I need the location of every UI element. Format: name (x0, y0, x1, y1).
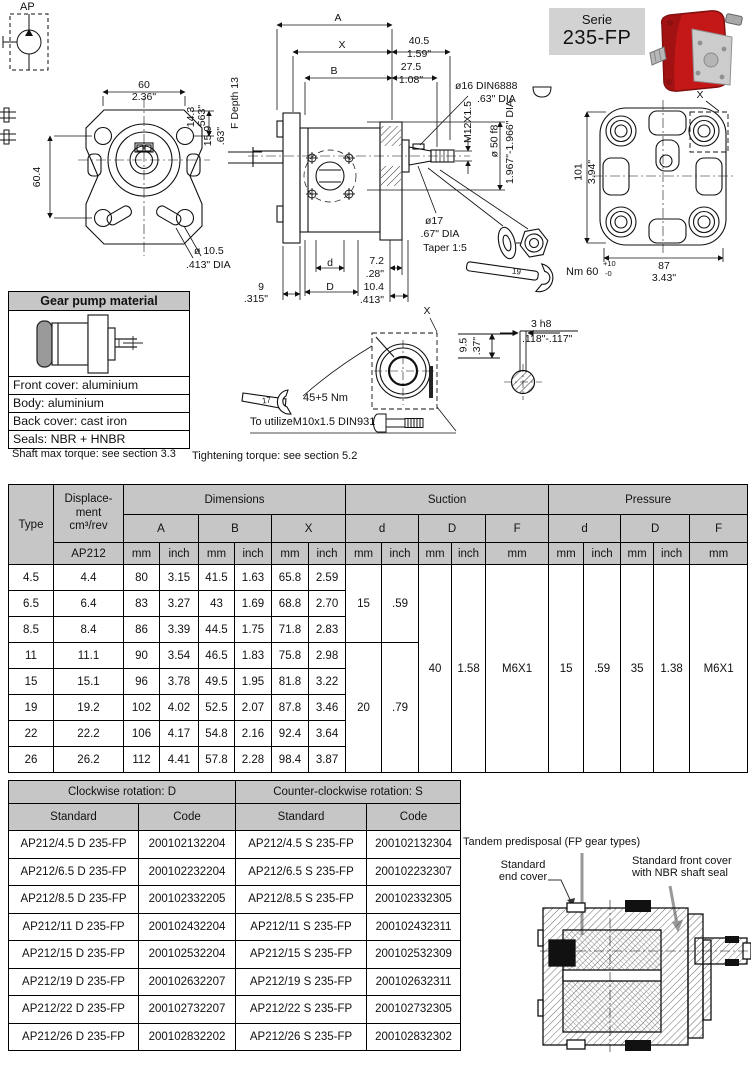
header-ccw-standard: Standard (236, 804, 367, 831)
dim-b-mm: 46.5 (199, 643, 235, 669)
ordering-table (8, 780, 461, 1051)
sv-thread: M12X1.5 (461, 101, 474, 144)
order-ccw-standard: AP212/15 S 235-FP (236, 941, 367, 969)
sv-torque-tol-up: +10 (603, 259, 616, 268)
order-cw-standard: AP212/26 D 235-FP (9, 1023, 139, 1051)
pressure-D-inch: 1.38 (654, 565, 690, 773)
suction-d-mm: 20 (346, 643, 382, 773)
dim-x-inch: 3.87 (309, 747, 346, 773)
washer-icon (495, 226, 518, 261)
order-table-row (9, 1023, 461, 1051)
unit-mm: mm (346, 543, 382, 565)
dimensions-table-header (9, 485, 748, 565)
dim-a-mm: 83 (124, 591, 160, 617)
fv-width-mm: 60 (138, 79, 150, 91)
suction-D-inch: 1.58 (452, 565, 486, 773)
dim-displacement: 19.2 (54, 695, 124, 721)
rv-x-ref: X (696, 89, 704, 101)
order-cw-standard: AP212/22 D 235-FP (9, 996, 139, 1024)
group-pressure: Pressure (549, 485, 748, 515)
order-ccw-standard: AP212/11 S 235-FP (236, 913, 367, 941)
dim-b-mm: 49.5 (199, 669, 235, 695)
dim-displacement: 8.4 (54, 617, 124, 643)
order-ccw-standard: AP212/19 S 235-FP (236, 968, 367, 996)
order-table-row (9, 941, 461, 969)
material-box (8, 291, 190, 449)
order-table-row (9, 886, 461, 914)
unit-mm: mm (199, 543, 235, 565)
dim-a-inch: 3.39 (160, 617, 199, 643)
order-cw-code: 200102332205 (139, 886, 236, 914)
sv-dim-A: A (334, 12, 342, 24)
wrench-19-icon (465, 254, 555, 294)
rear-view-drawing (587, 100, 734, 262)
order-ccw-standard: AP212/26 S 235-FP (236, 1023, 367, 1051)
shaft-torque-note: Shaft max torque: see section 3.3 (12, 448, 176, 460)
order-cw-standard: AP212/4.5 D 235-FP (9, 831, 139, 859)
sv-pilot: ø 50 f8 (488, 124, 501, 158)
pump-side-icon (35, 313, 165, 375)
unit-inch: inch (654, 543, 690, 565)
order-cw-standard: AP212/8.5 D 235-FP (9, 886, 139, 914)
order-cw-code: 200102632207 (139, 968, 236, 996)
order-cw-code: 200102232204 (139, 858, 236, 886)
material-row-body: Body: aluminium (9, 394, 189, 412)
dim-displacement: 11.1 (54, 643, 124, 669)
order-table-row (9, 858, 461, 886)
ordering-table-header (9, 781, 461, 831)
col-A: A (124, 515, 199, 543)
unit-mm: mm (621, 543, 654, 565)
dim-displacement: 4.4 (54, 565, 124, 591)
fv-hole-inch: .413" DIA (186, 259, 231, 271)
fv-offset-mm: 14.3 (185, 106, 198, 128)
order-ccw-standard: AP212/22 S 235-FP (236, 996, 367, 1024)
order-cw-standard: AP212/15 D 235-FP (9, 941, 139, 969)
dim-a-mm: 80 (124, 565, 160, 591)
dim-b-mm: 44.5 (199, 617, 235, 643)
kd-depth-inch: .37" (471, 336, 484, 356)
sv-x-ref: X (423, 305, 431, 317)
order-cw-standard: AP212/6.5 D 235-FP (9, 858, 139, 886)
dim-type: 15 (9, 669, 54, 695)
sv-s1-mm: 7.2 (369, 255, 384, 267)
order-ccw-standard: AP212/8.5 S 235-FP (236, 886, 367, 914)
suction-F: M6X1 (486, 565, 549, 773)
sv-dim-D: D (326, 281, 334, 293)
dim-x-inch: 2.70 (309, 591, 346, 617)
dim-a-mm: 112 (124, 747, 160, 773)
tandem-title: Tandem predisposal (FP gear types) (463, 836, 641, 848)
dim-table-row (9, 565, 748, 591)
fv-offset-inch: .563" (196, 104, 209, 130)
dim-x-mm: 98.4 (272, 747, 309, 773)
dim-a-mm: 90 (124, 643, 160, 669)
sv-taper-dia-inch: .67" DIA (420, 228, 460, 240)
dimensions-table (8, 484, 748, 773)
sv-dim-d: d (327, 257, 333, 269)
pressure-d-inch: .59 (584, 565, 621, 773)
fv-hole-mm: ø 10.5 (194, 245, 224, 257)
header-counter-clockwise: Counter-clockwise rotation: S (236, 781, 461, 804)
order-ccw-code: 200102232307 (367, 858, 461, 886)
ordering-table-body (9, 831, 461, 1051)
sv-torque: Nm 60 (566, 266, 599, 278)
order-ccw-code: 200102532309 (367, 941, 461, 969)
order-ccw-code: 200102332305 (367, 886, 461, 914)
dim-x-inch: 2.83 (309, 617, 346, 643)
col-X: X (272, 515, 346, 543)
sv-f-depth: F Depth 13 (228, 77, 241, 130)
tandem-cross-section-drawing (455, 850, 751, 1065)
material-row-seals: Seals: NBR + HNBR (9, 430, 189, 448)
woodruff-key-icon (533, 87, 551, 97)
dim-type: 11 (9, 643, 54, 669)
dim-displacement: 22.2 (54, 721, 124, 747)
order-cw-code: 200102832202 (139, 1023, 236, 1051)
dim-a-inch: 4.41 (160, 747, 199, 773)
sv-len1-inch: 1.59" (406, 48, 432, 60)
dim-a-inch: 3.54 (160, 643, 199, 669)
dim-x-mm: 92.4 (272, 721, 309, 747)
sv-dim-X: X (338, 39, 346, 51)
sv-s2-mm: 10.4 (363, 281, 384, 293)
series-model: 235-FP (562, 27, 632, 49)
col-ap212: AP212 (54, 543, 124, 565)
group-dimensions: Dimensions (124, 485, 346, 515)
dim-a-mm: 102 (124, 695, 160, 721)
order-cw-code: 200102432204 (139, 913, 236, 941)
dim-a-inch: 4.17 (160, 721, 199, 747)
header-cw-standard: Standard (9, 804, 139, 831)
col-displacement (54, 485, 124, 543)
sv-h1-mm: 15.9 (202, 125, 215, 147)
xd-bolt-note: To utilizeM10x1.5 DIN931 (250, 416, 376, 428)
order-cw-standard: AP212/11 D 235-FP (9, 913, 139, 941)
tandem-end-cover-l1: Standard (500, 859, 546, 871)
sv-taper-ratio: Taper 1:5 (423, 242, 467, 254)
material-pump-icon-area (9, 311, 189, 376)
fv-height-mm: 60.4 (31, 166, 44, 188)
dim-b-inch: 1.83 (235, 643, 272, 669)
order-cw-standard: AP212/19 D 235-FP (9, 968, 139, 996)
pressure-F: M6X1 (690, 565, 748, 773)
tandem-front-cover-l2: with NBR shaft seal (632, 867, 728, 879)
unit-inch: inch (452, 543, 486, 565)
order-ccw-standard: AP212/4.5 S 235-FP (236, 831, 367, 859)
sv-len2-inch: 1.08" (398, 74, 424, 86)
dim-type: 22 (9, 721, 54, 747)
dim-b-mm: 41.5 (199, 565, 235, 591)
dim-x-inch: 2.59 (309, 565, 346, 591)
dim-b-inch: 2.28 (235, 747, 272, 773)
group-suction: Suction (346, 485, 549, 515)
col-suction-D: D (419, 515, 486, 543)
col-suction-F: F (486, 515, 549, 543)
order-ccw-code: 200102132304 (367, 831, 461, 859)
order-cw-code: 200102132204 (139, 831, 236, 859)
dim-displacement: 26.2 (54, 747, 124, 773)
dim-b-inch: 1.63 (235, 565, 272, 591)
suction-d-inch: .59 (382, 565, 419, 643)
unit-inch: inch (235, 543, 272, 565)
order-ccw-code: 200102832302 (367, 1023, 461, 1051)
tandem-front-cover-l1: Standard front cover (632, 855, 732, 867)
header-cw-code: Code (139, 804, 236, 831)
fv-width-inch: 2.36" (131, 91, 157, 103)
dim-b-inch: 2.07 (235, 695, 272, 721)
order-table-row (9, 996, 461, 1024)
sv-pilot-inch: 1.967"-1.966" DIA (503, 100, 516, 184)
unit-mm: mm (486, 543, 549, 565)
suction-d-inch: .79 (382, 643, 419, 773)
rv-width-mm: 87 (658, 260, 670, 272)
dim-x-mm: 87.8 (272, 695, 309, 721)
dim-a-inch: 3.15 (160, 565, 199, 591)
material-row-front-cover: Front cover: aluminium (9, 376, 189, 394)
order-cw-code: 200102532204 (139, 941, 236, 969)
sv-torque-tol-dn: -0 (605, 269, 612, 278)
tandem-end-cover-l2: end cover (498, 871, 548, 883)
dim-type: 6.5 (9, 591, 54, 617)
series-badge (549, 8, 645, 55)
pressure-d-mm: 15 (549, 565, 584, 773)
dim-a-mm: 86 (124, 617, 160, 643)
order-ccw-code: 200102432311 (367, 913, 461, 941)
margin-stud-icons (0, 108, 16, 144)
header-ccw-code: Code (367, 804, 461, 831)
kd-depth-mm: 9.5 (457, 337, 470, 353)
ap-symbol-label: AP (20, 1, 35, 13)
order-ccw-code: 200102732305 (367, 996, 461, 1024)
col-B: B (199, 515, 272, 543)
sv-key-spec: ø16 DIN6888 (455, 80, 518, 92)
sv-s3-mm: 9 (258, 281, 264, 293)
dim-x-mm: 81.8 (272, 669, 309, 695)
material-row-back-cover: Back cover: cast iron (9, 412, 189, 430)
tightening-torque-note: Tightening torque: see section 5.2 (192, 450, 358, 462)
unit-mm: mm (272, 543, 309, 565)
order-cw-code: 200102732207 (139, 996, 236, 1024)
rv-width-inch: 3.43" (651, 272, 677, 284)
sv-s3-inch: .315" (243, 293, 268, 305)
dim-type: 8.5 (9, 617, 54, 643)
dim-x-inch: 2.98 (309, 643, 346, 669)
header-clockwise: Clockwise rotation: D (9, 781, 236, 804)
rv-height-mm: 101 (572, 163, 585, 181)
sv-s1-inch: .28" (365, 268, 384, 280)
unit-mm: mm (549, 543, 584, 565)
dimensions-table-body (9, 565, 748, 773)
sv-s2-inch: .413" (359, 294, 384, 306)
dim-x-inch: 3.22 (309, 669, 346, 695)
col-displacement-l1: Displace- (64, 492, 113, 505)
dim-x-inch: 3.64 (309, 721, 346, 747)
dim-b-inch: 1.95 (235, 669, 272, 695)
unit-mm: mm (124, 543, 160, 565)
pressure-D-mm: 35 (621, 565, 654, 773)
dim-b-mm: 43 (199, 591, 235, 617)
col-suction-d: d (346, 515, 419, 543)
dim-x-inch: 3.46 (309, 695, 346, 721)
col-displacement-l2: ment (75, 506, 102, 519)
sv-len1-mm: 40.5 (408, 35, 430, 47)
ap-pump-symbol (3, 14, 48, 70)
dim-displacement: 6.4 (54, 591, 124, 617)
wrench-19-size: 19 (511, 266, 522, 277)
sv-key-inch: .63" DIA (477, 93, 516, 105)
dim-type: 19 (9, 695, 54, 721)
kd-key-inch: .118"-.117" (522, 333, 573, 345)
unit-inch: inch (160, 543, 199, 565)
dim-b-mm: 54.8 (199, 721, 235, 747)
dim-x-mm: 75.8 (272, 643, 309, 669)
dim-b-inch: 1.69 (235, 591, 272, 617)
dim-b-inch: 2.16 (235, 721, 272, 747)
kd-key-mm: 3 h8 (531, 318, 552, 330)
suction-D-mm: 40 (419, 565, 452, 773)
col-pressure-d: d (549, 515, 621, 543)
wrench-17-size: 17 (261, 395, 272, 406)
series-label: Serie (581, 12, 613, 27)
unit-inch: inch (309, 543, 346, 565)
nut-icon (518, 228, 550, 258)
unit-inch: inch (382, 543, 419, 565)
col-pressure-D: D (621, 515, 690, 543)
dim-b-mm: 57.8 (199, 747, 235, 773)
dim-a-inch: 4.02 (160, 695, 199, 721)
sv-dim-B: B (330, 65, 338, 77)
order-table-row (9, 968, 461, 996)
rv-height-inch: 3.94" (586, 159, 599, 185)
dim-b-inch: 1.75 (235, 617, 272, 643)
order-table-row (9, 913, 461, 941)
dim-a-inch: 3.27 (160, 591, 199, 617)
sv-h1-inch: .63" (215, 126, 228, 146)
dim-a-mm: 96 (124, 669, 160, 695)
material-box-title: Gear pump material (9, 292, 189, 311)
dim-displacement: 15.1 (54, 669, 124, 695)
dim-x-mm: 68.8 (272, 591, 309, 617)
dim-type: 26 (9, 747, 54, 773)
col-pressure-F: F (690, 515, 748, 543)
order-ccw-code: 200102632311 (367, 968, 461, 996)
dim-x-mm: 65.8 (272, 565, 309, 591)
dim-type: 4.5 (9, 565, 54, 591)
sv-taper-dia: ø17 (424, 215, 444, 227)
sv-len2-mm: 27.5 (400, 61, 422, 73)
order-table-row (9, 831, 461, 859)
order-ccw-standard: AP212/6.5 S 235-FP (236, 858, 367, 886)
bolt-icon (374, 414, 424, 432)
suction-d-mm: 15 (346, 565, 382, 643)
xd-torque: 45+5 Nm (303, 392, 348, 404)
dim-a-mm: 106 (124, 721, 160, 747)
col-type: Type (9, 485, 54, 565)
unit-mm: mm (690, 543, 748, 565)
pump-photo (648, 3, 748, 100)
dim-b-mm: 52.5 (199, 695, 235, 721)
dim-x-mm: 71.8 (272, 617, 309, 643)
unit-inch: inch (584, 543, 621, 565)
col-displacement-l3: cm³/rev (69, 520, 108, 533)
unit-mm: mm (419, 543, 452, 565)
dim-a-inch: 3.78 (160, 669, 199, 695)
